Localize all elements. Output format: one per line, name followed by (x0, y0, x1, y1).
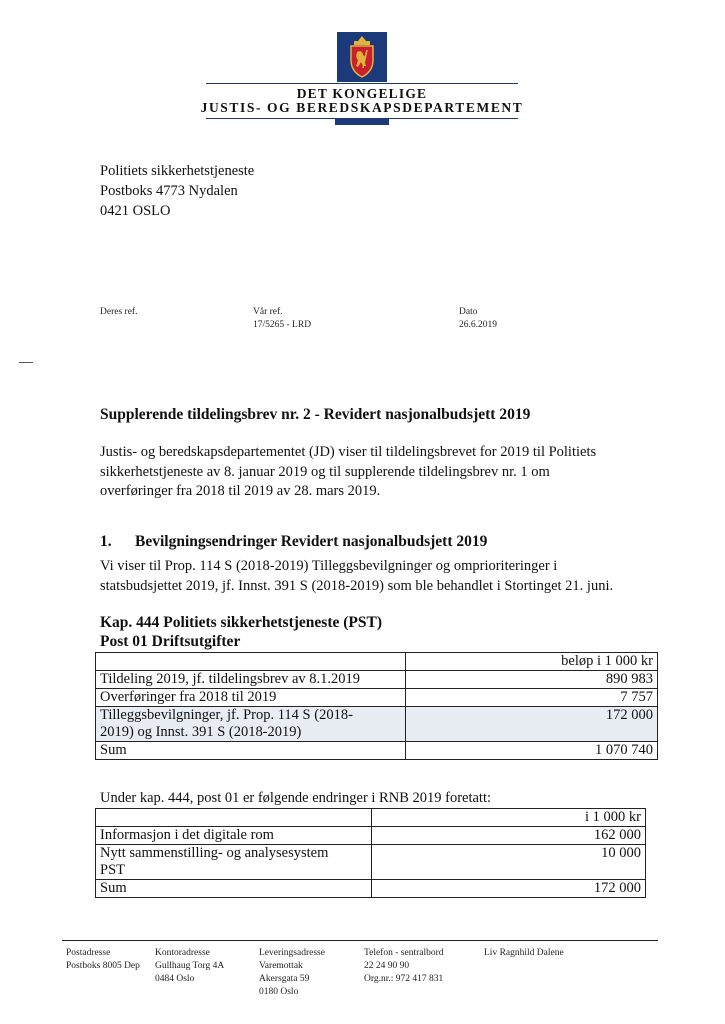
changes-intro: Under kap. 444, post 01 er følgende endringer i RNB 2019 foretatt: (100, 790, 492, 806)
changes-table (95, 808, 646, 898)
row-label: Overføringer fra 2018 til 2019 (96, 689, 406, 707)
footer-contact (484, 947, 564, 960)
footer-value: Gullhaug Torg 4A (155, 961, 225, 971)
department-name-line2: JUSTIS- OG BEREDSKAPSDEPARTEMENT (200, 100, 524, 115)
table-row (96, 671, 658, 689)
table-row (96, 689, 658, 707)
footer-leveringsadresse (259, 947, 325, 999)
section1-line: Vi viser til Prop. 114 S (2018-2019) Tilleggsbevilgninger og omprioriteringer i (100, 558, 558, 574)
footer-postadresse (66, 947, 140, 973)
row-amount: 7 757 (405, 689, 657, 707)
footer-label: Kontoradresse (155, 948, 210, 958)
dato-label: Dato (459, 307, 478, 317)
post-title: Post 01 Driftsutgifter (100, 633, 241, 650)
intro-line: overføringer fra 2018 til 2019 av 28. mars 2019. (100, 483, 381, 499)
var-ref-value: 17/5265 - LRD (253, 320, 312, 330)
row-label: Sum (96, 742, 406, 760)
table-row (96, 827, 646, 845)
footer-value: Org.nr.: 972 417 831 (364, 974, 444, 984)
footer-label: Leveringsadresse (259, 948, 325, 958)
footer-rule (62, 940, 658, 941)
row-label-line: PST (100, 862, 125, 878)
recipient-line: Politiets sikkerhetstjeneste (100, 163, 255, 179)
table-row (96, 880, 646, 898)
footer-kontoradresse (155, 947, 224, 986)
row-label: Sum (96, 880, 372, 898)
row-label: Tildeling 2019, jf. tildelingsbrev av 8.1.2019 (96, 671, 406, 689)
table-row (96, 809, 646, 827)
table-row (96, 707, 658, 742)
row-amount: 10 000 (371, 845, 645, 880)
section1-paragraph (100, 557, 660, 596)
recipient-line: Postboks 4773 Nydalen (100, 183, 238, 199)
table-cell (96, 653, 406, 671)
row-amount: 162 000 (371, 827, 645, 845)
footer-value: 0180 Oslo (259, 987, 299, 997)
row-label-line: Nytt sammenstilling- og analysesystem (100, 845, 329, 861)
row-label-line: 2019) og Innst. 391 S (2018-2019) (100, 724, 302, 740)
amount-header: beløp i 1 000 kr (405, 653, 657, 671)
fold-mark (19, 362, 33, 363)
coat-of-arms-icon (337, 32, 387, 82)
recipient-line: 0421 OSLO (100, 203, 171, 219)
footer-value: Liv Ragnhild Dalene (484, 948, 564, 958)
letterhead-bar (335, 119, 389, 125)
row-amount: 890 983 (405, 671, 657, 689)
footer-value: 22 24 90 90 (364, 961, 410, 971)
row-label (96, 707, 406, 742)
dato-value: 26.6.2019 (459, 320, 497, 330)
footer-label: Telefon - sentralbord (364, 948, 444, 958)
intro-paragraph (100, 443, 660, 502)
row-label: Informasjon i det digitale rom (96, 827, 372, 845)
footer-value: 0484 Oslo (155, 974, 195, 984)
row-label-line: Tilleggsbevilgninger, jf. Prop. 114 S (2018- (100, 707, 353, 723)
department-name-line1: DET KONGELIGE (296, 86, 428, 101)
section1-line: statsbudsjettet 2019, jf. Innst. 391 S (2018-2019) som ble behandlet i Stortinget 21. juni. (100, 577, 614, 594)
letterhead-rule-top (206, 83, 518, 84)
intro-line: sikkerhetstjeneste av 8. januar 2019 og til supplerende tildelingsbrev nr. 1 om (100, 463, 550, 480)
row-amount: 1 070 740 (405, 742, 657, 760)
deres-ref-label: Deres ref. (100, 307, 138, 317)
letter-heading: Supplerende tildelingsbrev nr. 2 - Revidert nasjonalbudsjett 2019 (100, 406, 531, 423)
row-amount: 172 000 (371, 880, 645, 898)
table-row (96, 845, 646, 880)
table-row (96, 653, 658, 671)
footer-value: Akersgata 59 (259, 974, 310, 984)
allocation-table (95, 652, 658, 760)
kap-title: Kap. 444 Politiets sikkerhetstjeneste (PST) (100, 614, 382, 631)
footer-label: Postadresse (66, 948, 111, 958)
row-label (96, 845, 372, 880)
footer-telefon (364, 947, 444, 986)
intro-line: Justis- og beredskapsdepartementet (JD) viser til tildelingsbrevet for 2019 til Politiets (100, 444, 597, 460)
footer-value: Varemottak (259, 961, 303, 971)
table-cell (96, 809, 372, 827)
section-number: 1. (100, 533, 112, 550)
var-ref-label: Vår ref. (253, 307, 283, 317)
section-title: Bevilgningsendringer Revidert nasjonalbudsjett 2019 (135, 533, 488, 550)
table-row (96, 742, 658, 760)
row-amount: 172 000 (405, 707, 657, 742)
amount-header: i 1 000 kr (371, 809, 645, 827)
footer-value: Postboks 8005 Dep (66, 961, 140, 971)
